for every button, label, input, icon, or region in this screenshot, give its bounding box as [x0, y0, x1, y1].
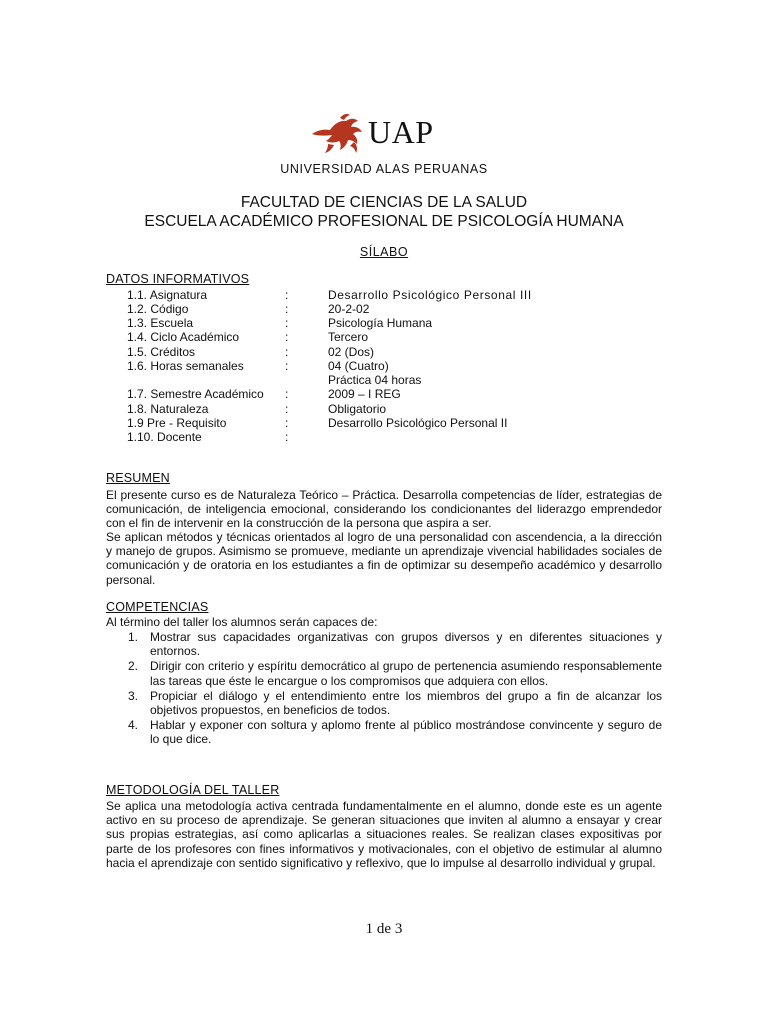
document-title: SÍLABO [359, 245, 409, 259]
info-colon: : [285, 345, 289, 359]
faculty-name: FACULTAD DE CIENCIAS DE LA SALUD [240, 194, 528, 211]
info-colon: : [285, 359, 289, 373]
faculty-heading [0, 193, 768, 231]
page-number: 1 de 3 [365, 921, 403, 937]
university-name: UNIVERSIDAD ALAS PERUANAS [280, 162, 488, 176]
list-item-text: Hablar y exponer con soltura y aplomo frente al público mostrándose convincente y seguro de lo que dice. [150, 718, 662, 747]
info-value: Práctica 04 horas [328, 373, 422, 387]
section-title-datos: DATOS INFORMATIVOS [106, 272, 250, 286]
list-item [106, 718, 662, 746]
info-colon: : [285, 416, 289, 430]
list-item-number: 4. [128, 718, 139, 733]
info-label: 1.2. Código [127, 302, 189, 316]
list-item-text: Dirigir con criterio y espíritu democrático al grupo de pertenencia asumiendo responsablemente las tareas que éste le encargue o los compromisos que adquiera con ellos. [150, 659, 662, 688]
info-label: 1.1. Asignatura [127, 288, 208, 302]
info-value: Desarrollo Psicológico Personal II [328, 416, 508, 430]
section-title-resumen: RESUMEN [106, 471, 170, 485]
info-value: Obligatorio [328, 402, 387, 416]
info-value: Psicología Humana [328, 316, 433, 330]
info-label: 1.5. Créditos [127, 345, 196, 359]
info-colon: : [285, 330, 289, 344]
section-title-metodologia: METODOLOGÍA DEL TALLER [106, 783, 280, 797]
info-label: 1.4. Ciclo Académico [127, 330, 240, 344]
info-colon: : [285, 288, 289, 302]
metodologia-paragraph: Se aplica una metodología activa centrada fundamentalmente en el alumno, donde este es un agente activo en su proceso de aprendizaje. Se generan situaciones que inviten al alumno a ensayar y crear sus propias estrategias, así como aplicarlas a situaciones reales. Se realizan clases expositivas por parte de los profesores con fines informativos y motivacionales, con el objetivo de estimular al alumno hacia el aprendizaje con sentido significativo y reflexivo, que lo impulse al desarrollo individual y grupal. [106, 799, 662, 870]
list-item-text: Mostrar sus capacidades organizativas con grupos diversos y en diferentes situaciones y entornos. [150, 630, 662, 659]
info-colon: : [285, 402, 289, 416]
info-value: Tercero [328, 330, 369, 344]
info-label: 1.9 Pre - Requisito [127, 416, 227, 430]
list-item-text: Propiciar el diálogo y el entendimiento entre los miembros del grupo a fin de alcanzar los objetivos propuestos, en beneficios de todos. [150, 688, 662, 718]
info-value: 04 (Cuatro) [328, 359, 389, 373]
info-colon: : [285, 302, 289, 316]
list-item-number: 1. [128, 630, 139, 644]
list-item [106, 630, 662, 658]
info-label: 1.8. Naturaleza [127, 402, 209, 416]
info-label: 1.3. Escuela [127, 316, 194, 330]
info-label: 1.6. Horas semanales [127, 359, 244, 373]
info-value: 2009 – I REG [328, 387, 401, 401]
info-colon: : [285, 316, 289, 330]
info-colon: : [285, 387, 289, 401]
info-value: 02 (Dos) [328, 345, 375, 359]
info-colon: : [285, 430, 289, 444]
logo-text: UAP [368, 114, 434, 150]
info-label: 1.10. Docente [127, 430, 202, 444]
resumen-paragraph-2: Se aplican métodos y técnicas orientados al logro de una personalidad con ascendencia, a la dirección y manejo de grupos. Asimismo se promueve, mediante un aprendizaje vivencial habilidades sociales de comunicación y de oratoria en los estudiantes a fin de optimizar su desempeño académico y desarrollo personal. [106, 530, 662, 587]
info-label: 1.7. Semestre Académico [127, 387, 264, 401]
list-item [106, 659, 662, 687]
school-name: ESCUELA ACADÉMICO PROFESIONAL DE PSICOLOGÍA HUMANA [144, 213, 624, 230]
info-value: 20-2-02 [328, 302, 370, 316]
list-item-number: 2. [128, 659, 139, 674]
section-title-competencias: COMPETENCIAS [106, 600, 209, 614]
list-item [106, 689, 662, 717]
competencias-list [106, 630, 662, 747]
resumen-paragraph-1: El presente curso es de Naturaleza Teórico – Práctica. Desarrolla competencias de líder, estrategias de comunicación, de inteligencia emocional, considerando los condicionantes del liderazgo emprendedor con el fin de intervenir en la construcción de la persona que aspira a ser. [106, 488, 662, 531]
list-item-number: 3. [128, 688, 139, 703]
competencias-intro: Al término del taller los alumnos serán capaces de: [106, 615, 378, 629]
info-value: Desarrollo Psicológico Personal III [328, 288, 532, 302]
